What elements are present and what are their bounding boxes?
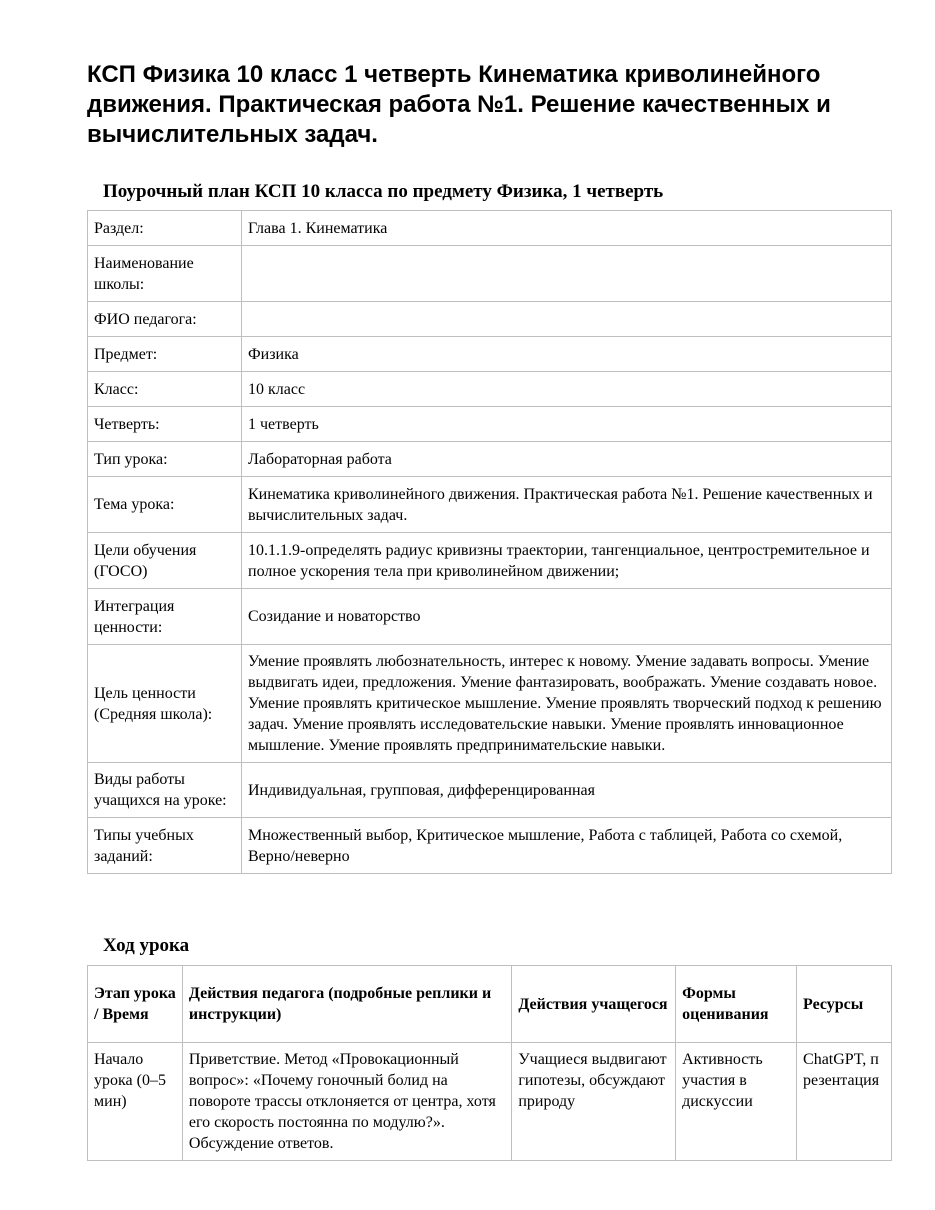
info-row-work-types <box>88 763 892 818</box>
info-row-class <box>88 372 892 407</box>
resources-cell: ChatGPT, презентация <box>797 1043 892 1161</box>
info-row-teacher <box>88 302 892 337</box>
lesson-flow-table <box>87 965 892 1161</box>
info-row-topic <box>88 477 892 533</box>
info-value: Созидание и новаторство <box>242 589 892 645</box>
lesson-heading: Ход урока <box>103 935 190 956</box>
info-label: Цели обучения (ГОСО) <box>88 533 242 589</box>
info-value: Физика <box>242 337 892 372</box>
info-label: Раздел: <box>88 211 242 246</box>
info-row-value-integration <box>88 589 892 645</box>
info-value: Индивидуальная, групповая, дифференцированная <box>242 763 892 818</box>
info-label: Тип урока: <box>88 442 242 477</box>
info-label: Наименование школы: <box>88 246 242 302</box>
info-row-value-goal <box>88 645 892 763</box>
info-row-goals <box>88 533 892 589</box>
info-label: Четверть: <box>88 407 242 442</box>
column-header-teacher-actions: Действия педагога (подробные реплики и инструкции) <box>182 966 511 1043</box>
document-title: КСП Физика 10 класс 1 четверть Кинематика криволинейного движения. Практическая работа №1. Решение качественных и вычислительных задач. <box>87 61 831 148</box>
info-row-quarter <box>88 407 892 442</box>
plan-heading: Поурочный план КСП 10 класса по предмету Физика, 1 четверть <box>103 181 664 202</box>
info-value <box>242 246 892 302</box>
info-value: Умение проявлять любознательность, интерес к новому. Умение задавать вопросы. Умение выдвигать идеи, предложения. Умение фантазировать, воображать. Умение создавать новое. Умение проявлять критическое мышление. Умение проявлять творческий подход к решению задач. Умение проявлять исследовательские навыки. Умение проявлять инновационное мышление. Умение проявлять предпринимательские навыки. <box>242 645 892 763</box>
column-header-resources: Ресурсы <box>797 966 892 1043</box>
info-value: 1 четверть <box>242 407 892 442</box>
info-row-lesson-type <box>88 442 892 477</box>
teacher-actions-cell: Приветствие. Метод «Провокационный вопрос»: «Почему гоночный болид на повороте трассы отклоняется от центра, хотя его скорость постоянна по модулю?». Обсуждение ответов. <box>182 1043 511 1161</box>
assessment-cell: Активность участия в дискуссии <box>676 1043 797 1161</box>
info-row-section <box>88 211 892 246</box>
lesson-header-row <box>88 966 892 1043</box>
info-row-task-types <box>88 818 892 874</box>
column-header-assessment: Формы оценивания <box>676 966 797 1043</box>
lesson-info-table <box>87 210 892 874</box>
info-value: Лабораторная работа <box>242 442 892 477</box>
column-header-stage: Этап урока / Время <box>88 966 183 1043</box>
info-value: Кинематика криволинейного движения. Практическая работа №1. Решение качественных и вычислительных задач. <box>242 477 892 533</box>
info-value: Глава 1. Кинематика <box>242 211 892 246</box>
info-row-school <box>88 246 892 302</box>
info-label: Класс: <box>88 372 242 407</box>
info-value: 10.1.1.9-определять радиус кривизны траектории, тангенциальное, центростремительное и полное ускорения тела при криволинейном движении; <box>242 533 892 589</box>
info-label: Виды работы учащихся на уроке: <box>88 763 242 818</box>
info-value <box>242 302 892 337</box>
info-label: Типы учебных заданий: <box>88 818 242 874</box>
info-label: Интеграция ценности: <box>88 589 242 645</box>
info-label: Тема урока: <box>88 477 242 533</box>
info-label: Цель ценности (Средняя школа): <box>88 645 242 763</box>
info-label: Предмет: <box>88 337 242 372</box>
info-row-subject <box>88 337 892 372</box>
info-value: Множественный выбор, Критическое мышление, Работа с таблицей, Работа со схемой, Верно/неверно <box>242 818 892 874</box>
info-value: 10 класс <box>242 372 892 407</box>
table-row <box>88 1043 892 1161</box>
info-label: ФИО педагога: <box>88 302 242 337</box>
student-actions-cell: Учащиеся выдвигают гипотезы, обсуждают природу <box>512 1043 676 1161</box>
lesson-stage-cell: Начало урока (0–5 мин) <box>88 1043 183 1161</box>
column-header-student-actions: Действия учащегося <box>512 966 676 1043</box>
